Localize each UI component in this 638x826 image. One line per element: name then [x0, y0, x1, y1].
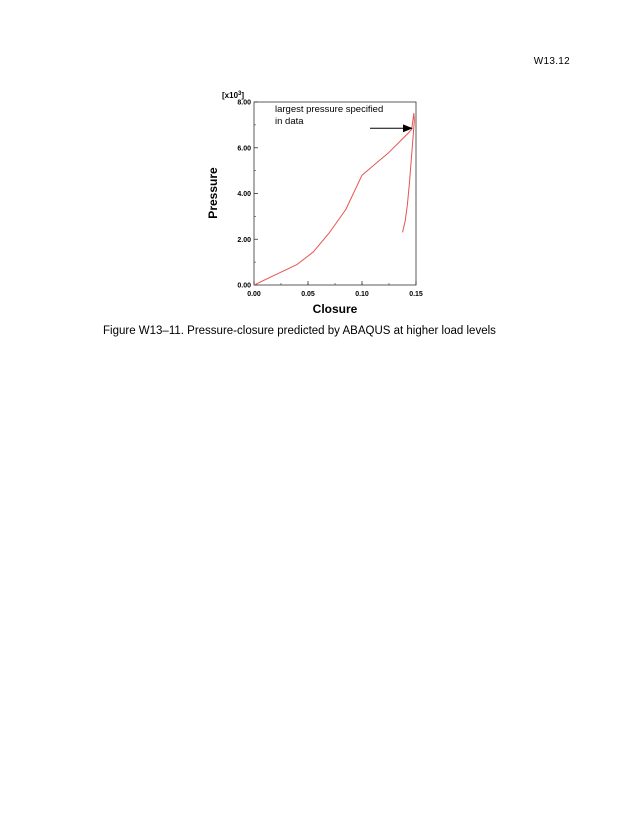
x-tick-label: 0.15 [409, 291, 423, 298]
x-tick-label: 0.10 [355, 291, 369, 298]
y-tick-label: 0.00 [237, 282, 251, 290]
x-axis-title: Closure [312, 302, 358, 316]
y-scale-base: [x10 [222, 91, 239, 100]
y-tick-label: 4.00 [237, 191, 251, 198]
figure-caption: Figure W13–11. Pressure-closure predicted by ABAQUS at higher load levels [103, 325, 496, 337]
y-tick-label: 8.00 [237, 99, 251, 107]
series-layer [254, 113, 414, 285]
x-axis-ticks [247, 281, 423, 298]
page-number: W13.12 [533, 56, 570, 67]
x-tick-label: 0.05 [301, 291, 315, 298]
y-tick-label: 2.00 [237, 236, 251, 244]
x-tick-label: 0.00 [247, 291, 261, 298]
plot-frame [254, 102, 416, 285]
y-axis-ticks [237, 100, 258, 290]
y-scale-exponent: 3 [238, 91, 242, 97]
annotation-line-1: largest pressure specified [275, 104, 384, 115]
y-tick-label: 6.00 [237, 145, 251, 153]
y-scale-label: $[x10^3]$ [222, 91, 245, 100]
series-line-0 [254, 113, 414, 285]
annotation-line-2: in data [275, 116, 304, 127]
y-axis-title: Pressure [206, 167, 220, 219]
